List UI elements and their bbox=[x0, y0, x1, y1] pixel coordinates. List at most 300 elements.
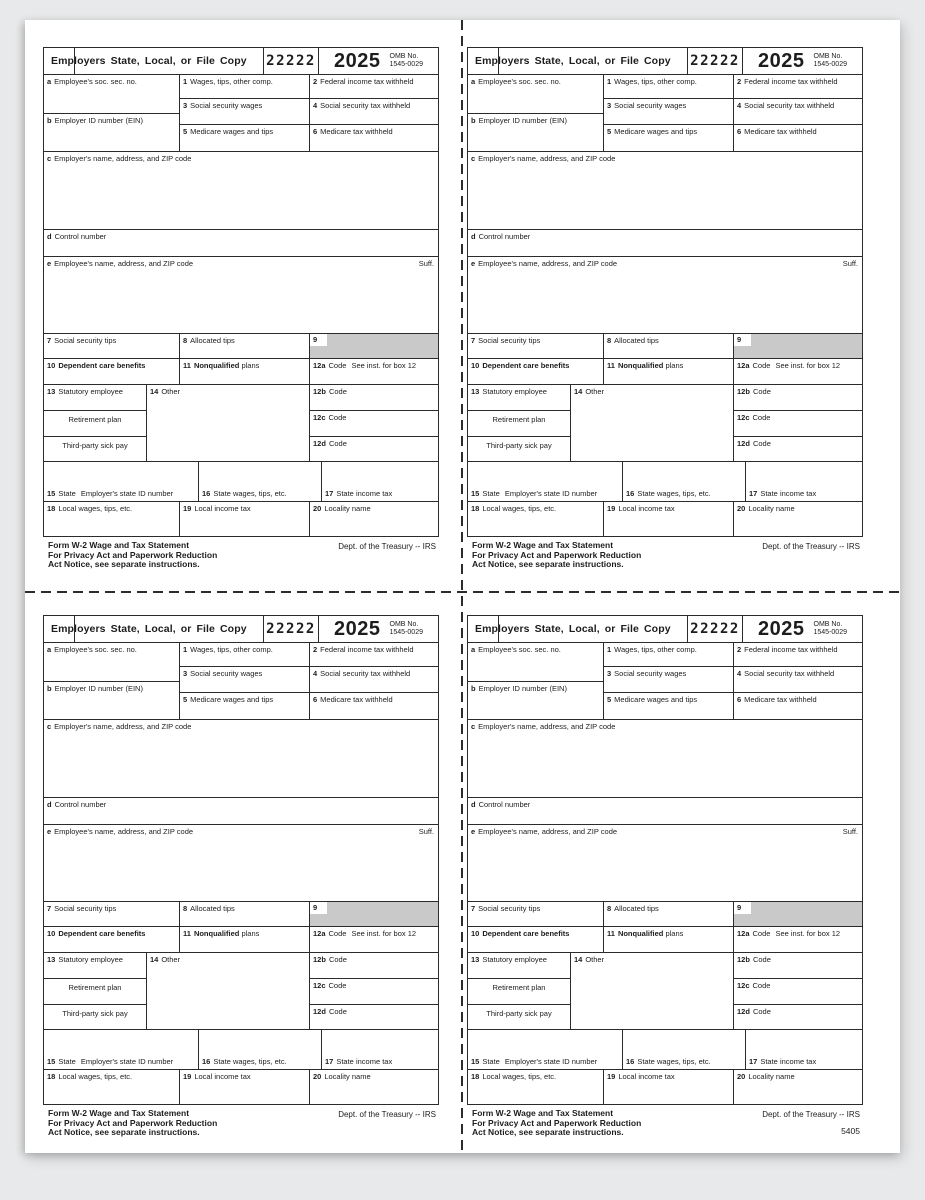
box-8-allocated-tips bbox=[603, 901, 733, 926]
box-11-nonqualified-plans bbox=[179, 358, 309, 384]
box-20-locality-name bbox=[733, 1069, 862, 1104]
box-6-label: Medicare tax withheld bbox=[744, 695, 817, 704]
box-1-num: 1 bbox=[183, 77, 188, 86]
footer-line3: Act Notice, see separate instructions. bbox=[48, 559, 200, 569]
footer-line1: Form W-2 Wage and Tax Statement bbox=[48, 1108, 190, 1118]
box-2-label: Federal income tax withheld bbox=[744, 645, 838, 654]
box-7-num: 7 bbox=[47, 336, 52, 345]
box-13-statutory-label: Statutory employee bbox=[58, 387, 123, 396]
form-footer bbox=[43, 1109, 439, 1155]
box-13-retirement-plan bbox=[468, 978, 570, 1004]
box-15-state-id bbox=[468, 1029, 622, 1069]
box-10-label: Dependent care benefits bbox=[58, 361, 146, 370]
box-12d-label: Code bbox=[752, 439, 771, 448]
box-8-label: Allocated tips bbox=[614, 904, 659, 913]
box-12d-num: 12d bbox=[737, 1007, 750, 1016]
tax-year: 2025 bbox=[334, 49, 381, 72]
box-c-num: c bbox=[471, 154, 476, 163]
box-a-employee-ssn bbox=[44, 642, 179, 681]
box-a-label: Employee's soc. sec. no. bbox=[54, 77, 137, 86]
box-9-shaded bbox=[309, 901, 438, 926]
box-13-statutory-employee bbox=[468, 952, 570, 978]
box-3-ss-wages bbox=[603, 666, 733, 692]
w2-form-grid bbox=[467, 47, 863, 537]
box-12c-label: Code bbox=[752, 981, 771, 990]
box-16-state-wages bbox=[622, 461, 745, 501]
box-c-num: c bbox=[47, 154, 52, 163]
void-control-code bbox=[687, 48, 742, 74]
box-4-ss-tax bbox=[733, 666, 862, 692]
box-a-num: a bbox=[471, 77, 476, 86]
box-1-num: 1 bbox=[183, 645, 188, 654]
box-11-label-rest: plans bbox=[241, 929, 260, 938]
w2-form-grid bbox=[467, 615, 863, 1105]
void-control-code-text: 22222 bbox=[690, 52, 740, 69]
box-15-id-label: Employer's state ID number bbox=[80, 1057, 174, 1066]
footer-treasury-label: Dept. of the Treasury -- IRS bbox=[762, 541, 860, 551]
w2-form-grid bbox=[43, 47, 439, 537]
box-e-label: Employee's name, address, and ZIP code bbox=[54, 259, 194, 268]
box-16-state-wages bbox=[198, 461, 321, 501]
box-14-num: 14 bbox=[150, 955, 159, 964]
footer-line3: Act Notice, see separate instructions. bbox=[48, 1127, 200, 1137]
box-17-state-income-tax bbox=[321, 461, 438, 501]
box-7-ss-tips bbox=[44, 901, 179, 926]
box-1-wages bbox=[179, 642, 309, 666]
box-b-label: Employer ID number (EIN) bbox=[478, 116, 567, 125]
footer-line2: For Privacy Act and Paperwork Reduction bbox=[472, 549, 642, 560]
box-7-label: Social security tips bbox=[478, 904, 541, 913]
box-20-label: Locality name bbox=[324, 1072, 371, 1081]
paper-sheet bbox=[25, 20, 900, 1153]
box-12c-label: Code bbox=[328, 981, 347, 990]
box-16-num: 16 bbox=[626, 489, 635, 498]
box-13-statutory-employee bbox=[44, 952, 146, 978]
box-15-num: 15 bbox=[471, 489, 480, 498]
form-title bbox=[468, 616, 687, 642]
box-4-num: 4 bbox=[737, 101, 742, 110]
box-11-label-bold: Nonqualified bbox=[193, 929, 240, 938]
box-8-num: 8 bbox=[183, 336, 188, 345]
box-8-num: 8 bbox=[607, 336, 612, 345]
box-17-label: State income tax bbox=[336, 1057, 393, 1066]
box-d-num: d bbox=[47, 800, 52, 809]
box-11-label-rest: plans bbox=[665, 361, 684, 370]
box-17-label: State income tax bbox=[760, 489, 817, 498]
box-1-wages bbox=[603, 74, 733, 98]
box-1-num: 1 bbox=[607, 77, 612, 86]
box-19-label: Local income tax bbox=[194, 1072, 251, 1081]
tax-year: 2025 bbox=[758, 49, 805, 72]
box-4-label: Social security tax withheld bbox=[744, 101, 835, 110]
box-12b-num: 12b bbox=[313, 955, 326, 964]
box-13-sick-pay-label: Third-party sick pay bbox=[486, 441, 552, 450]
box-c-num: c bbox=[471, 722, 476, 731]
box-12a-note: See inst. for box 12 bbox=[351, 929, 417, 938]
box-11-num: 11 bbox=[183, 361, 191, 370]
box-16-label: State wages, tips, etc. bbox=[213, 489, 287, 498]
box-13-statutory-employee bbox=[44, 384, 146, 410]
void-control-code bbox=[263, 616, 318, 642]
box-6-medicare-tax bbox=[309, 124, 438, 151]
w2-form-copy bbox=[43, 615, 439, 1155]
void-control-code bbox=[687, 616, 742, 642]
box-19-label: Local income tax bbox=[618, 1072, 675, 1081]
box-b-label: Employer ID number (EIN) bbox=[54, 116, 143, 125]
box-3-label: Social security wages bbox=[614, 101, 687, 110]
footer-line1: Form W-2 Wage and Tax Statement bbox=[472, 540, 614, 550]
box-12b-label: Code bbox=[752, 387, 771, 396]
form-footer bbox=[467, 1109, 863, 1155]
box-12b-label: Code bbox=[328, 387, 347, 396]
box-20-num: 20 bbox=[737, 1072, 746, 1081]
box-9-shaded bbox=[733, 333, 862, 358]
box-6-num: 6 bbox=[737, 695, 742, 704]
box-16-label: State wages, tips, etc. bbox=[637, 489, 711, 498]
box-12a-label: Code bbox=[328, 929, 347, 938]
box-14-label: Other bbox=[585, 387, 605, 396]
box-3-num: 3 bbox=[183, 669, 188, 678]
box-15-state-label: State bbox=[482, 1057, 500, 1066]
box-19-local-income-tax bbox=[603, 501, 733, 536]
box-6-medicare-tax bbox=[733, 124, 862, 151]
omb-line2: 1545-0029 bbox=[389, 629, 423, 636]
box-12a-num: 12a bbox=[313, 361, 326, 370]
box-18-num: 18 bbox=[47, 504, 56, 513]
box-d-label: Control number bbox=[54, 232, 107, 241]
box-6-num: 6 bbox=[737, 127, 742, 136]
box-b-employer-ein bbox=[44, 681, 179, 719]
box-e-num: e bbox=[471, 259, 476, 268]
box-12b-num: 12b bbox=[737, 387, 750, 396]
form-title bbox=[44, 616, 263, 642]
box-13-retirement-plan bbox=[44, 978, 146, 1004]
box-9-shaded bbox=[309, 333, 438, 358]
box-5-num: 5 bbox=[183, 695, 188, 704]
box-4-label: Social security tax withheld bbox=[320, 101, 411, 110]
box-12b-num: 12b bbox=[313, 387, 326, 396]
footer-form-id bbox=[472, 1109, 641, 1138]
box-e-num: e bbox=[47, 827, 52, 836]
box-12d-code bbox=[309, 1004, 438, 1029]
box-12b-code bbox=[309, 952, 438, 978]
box-b-num: b bbox=[471, 116, 476, 125]
box-12a-num: 12a bbox=[313, 929, 326, 938]
w2-form-grid bbox=[43, 615, 439, 1105]
box-20-num: 20 bbox=[313, 1072, 322, 1081]
box-12a-num: 12a bbox=[737, 929, 750, 938]
box-1-label: Wages, tips, other comp. bbox=[190, 77, 273, 86]
box-4-num: 4 bbox=[313, 101, 318, 110]
box-5-medicare-wages bbox=[603, 692, 733, 719]
box-14-other bbox=[570, 384, 733, 461]
box-18-label: Local wages, tips, etc. bbox=[58, 1072, 133, 1081]
box-2-label: Federal income tax withheld bbox=[744, 77, 838, 86]
tax-year-cell bbox=[742, 616, 862, 642]
box-d-control-number bbox=[44, 229, 438, 256]
box-13-third-party-sick-pay bbox=[468, 436, 570, 461]
box-3-num: 3 bbox=[607, 669, 612, 678]
box-10-label: Dependent care benefits bbox=[482, 929, 570, 938]
box-1-wages bbox=[603, 642, 733, 666]
box-17-state-income-tax bbox=[745, 1029, 862, 1069]
box-12b-label: Code bbox=[328, 955, 347, 964]
box-20-label: Locality name bbox=[748, 504, 795, 513]
box-4-ss-tax bbox=[309, 98, 438, 124]
tax-year-cell bbox=[742, 48, 862, 74]
omb-line1: OMB No. bbox=[389, 52, 419, 60]
box-10-label: Dependent care benefits bbox=[482, 361, 570, 370]
box-7-num: 7 bbox=[47, 904, 52, 913]
box-12a-note: See inst. for box 12 bbox=[351, 361, 417, 370]
box-15-num: 15 bbox=[47, 1057, 56, 1066]
box-c-employer-name-address bbox=[468, 719, 862, 797]
box-8-allocated-tips bbox=[179, 901, 309, 926]
box-4-label: Social security tax withheld bbox=[320, 669, 411, 678]
box-20-locality-name bbox=[309, 501, 438, 536]
box-18-local-wages bbox=[44, 501, 179, 536]
box-12b-code bbox=[733, 952, 862, 978]
box-9-num: 9 bbox=[734, 902, 751, 914]
footer-treasury-label: Dept. of the Treasury -- IRS bbox=[762, 1109, 860, 1119]
void-control-code-text: 22222 bbox=[266, 52, 316, 69]
footer-line2: For Privacy Act and Paperwork Reduction bbox=[472, 1117, 642, 1128]
box-17-state-income-tax bbox=[321, 1029, 438, 1069]
box-17-num: 17 bbox=[325, 1057, 334, 1066]
form-stock-number: 5405 bbox=[841, 1126, 860, 1136]
box-6-label: Medicare tax withheld bbox=[320, 127, 393, 136]
box-15-state-id bbox=[44, 1029, 198, 1069]
box-b-employer-ein bbox=[468, 113, 603, 151]
box-5-label: Medicare wages and tips bbox=[190, 695, 274, 704]
box-16-label: State wages, tips, etc. bbox=[213, 1057, 287, 1066]
box-d-num: d bbox=[47, 232, 52, 241]
box-20-num: 20 bbox=[737, 504, 746, 513]
box-19-label: Local income tax bbox=[194, 504, 251, 513]
box-13-num: 13 bbox=[47, 387, 56, 396]
box-7-label: Social security tips bbox=[54, 336, 117, 345]
box-e-label: Employee's name, address, and ZIP code bbox=[54, 827, 194, 836]
box-4-ss-tax bbox=[309, 666, 438, 692]
box-12c-code bbox=[733, 410, 862, 436]
box-11-label-bold: Nonqualified bbox=[617, 929, 664, 938]
box-17-num: 17 bbox=[749, 1057, 758, 1066]
box-12c-code bbox=[309, 978, 438, 1004]
box-20-locality-name bbox=[309, 1069, 438, 1104]
box-12c-label: Code bbox=[752, 413, 771, 422]
box-12c-num: 12c bbox=[737, 981, 750, 990]
box-7-ss-tips bbox=[44, 333, 179, 358]
box-4-label: Social security tax withheld bbox=[744, 669, 835, 678]
box-2-num: 2 bbox=[737, 77, 742, 86]
box-18-local-wages bbox=[468, 501, 603, 536]
box-12d-label: Code bbox=[752, 1007, 771, 1016]
box-12c-num: 12c bbox=[313, 413, 326, 422]
box-c-employer-name-address bbox=[44, 151, 438, 229]
box-14-other bbox=[146, 952, 309, 1029]
box-13-statutory-employee bbox=[468, 384, 570, 410]
box-5-label: Medicare wages and tips bbox=[614, 695, 698, 704]
box-11-nonqualified-plans bbox=[603, 358, 733, 384]
box-12c-num: 12c bbox=[737, 413, 750, 422]
footer-form-id bbox=[472, 541, 641, 570]
box-14-other bbox=[570, 952, 733, 1029]
box-c-num: c bbox=[47, 722, 52, 731]
omb-number bbox=[814, 621, 847, 638]
box-10-num: 10 bbox=[47, 929, 56, 938]
box-11-nonqualified-plans bbox=[179, 926, 309, 952]
omb-line2: 1545-0029 bbox=[813, 61, 847, 68]
box-e-employee-name-address bbox=[44, 824, 438, 901]
box-12d-num: 12d bbox=[737, 439, 750, 448]
box-19-local-income-tax bbox=[603, 1069, 733, 1104]
box-12c-label: Code bbox=[328, 413, 347, 422]
box-13-retirement-label: Retirement plan bbox=[68, 983, 122, 992]
void-control-code-text: 22222 bbox=[266, 620, 316, 637]
box-13-sick-pay-label: Third-party sick pay bbox=[486, 1009, 552, 1018]
box-13-retirement-label: Retirement plan bbox=[492, 983, 546, 992]
box-15-state-divider bbox=[74, 48, 75, 75]
box-10-num: 10 bbox=[471, 929, 480, 938]
box-e-num: e bbox=[471, 827, 476, 836]
box-2-federal-tax bbox=[309, 642, 438, 666]
box-15-state-divider bbox=[74, 616, 75, 643]
box-5-num: 5 bbox=[607, 695, 612, 704]
box-8-label: Allocated tips bbox=[614, 336, 659, 345]
box-a-num: a bbox=[47, 645, 52, 654]
w2-form-copy bbox=[467, 615, 863, 1155]
box-17-label: State income tax bbox=[760, 1057, 817, 1066]
box-5-label: Medicare wages and tips bbox=[190, 127, 274, 136]
box-17-state-income-tax bbox=[745, 461, 862, 501]
box-10-dependent-care bbox=[44, 358, 179, 384]
box-17-label: State income tax bbox=[336, 489, 393, 498]
box-13-retirement-plan bbox=[44, 410, 146, 436]
box-e-num: e bbox=[47, 259, 52, 268]
box-13-sick-pay-label: Third-party sick pay bbox=[62, 1009, 128, 1018]
footer-treasury-label: Dept. of the Treasury -- IRS bbox=[338, 1109, 436, 1119]
form-title-text: Employers State, Local, or File Copy bbox=[475, 54, 671, 67]
box-e-suffix-label: Suff. bbox=[418, 827, 434, 836]
box-12b-code bbox=[309, 384, 438, 410]
box-16-num: 16 bbox=[202, 1057, 211, 1066]
form-title bbox=[44, 48, 263, 74]
box-15-state-divider bbox=[498, 616, 499, 643]
box-e-suffix-label: Suff. bbox=[842, 827, 858, 836]
box-2-label: Federal income tax withheld bbox=[320, 77, 414, 86]
box-b-num: b bbox=[471, 684, 476, 693]
box-a-employee-ssn bbox=[468, 642, 603, 681]
box-7-label: Social security tips bbox=[478, 336, 541, 345]
box-a-employee-ssn bbox=[468, 74, 603, 113]
box-11-num: 11 bbox=[183, 929, 191, 938]
box-19-label: Local income tax bbox=[618, 504, 675, 513]
box-19-num: 19 bbox=[183, 504, 192, 513]
box-14-num: 14 bbox=[150, 387, 159, 396]
box-19-num: 19 bbox=[607, 1072, 616, 1081]
omb-line1: OMB No. bbox=[813, 620, 843, 628]
box-13-num: 13 bbox=[471, 387, 480, 396]
horizontal-perforation-line bbox=[25, 591, 900, 593]
tax-year: 2025 bbox=[758, 617, 805, 640]
box-18-num: 18 bbox=[471, 504, 480, 513]
box-13-statutory-label: Statutory employee bbox=[58, 955, 123, 964]
box-e-label: Employee's name, address, and ZIP code bbox=[478, 827, 618, 836]
box-16-state-wages bbox=[198, 1029, 321, 1069]
box-d-label: Control number bbox=[54, 800, 107, 809]
box-10-dependent-care bbox=[468, 926, 603, 952]
box-15-state-label: State bbox=[58, 1057, 76, 1066]
box-19-local-income-tax bbox=[179, 1069, 309, 1104]
box-15-state-label: State bbox=[58, 489, 76, 498]
box-13-retirement-label: Retirement plan bbox=[492, 415, 546, 424]
box-13-statutory-label: Statutory employee bbox=[482, 387, 547, 396]
box-12c-code bbox=[733, 978, 862, 1004]
box-20-label: Locality name bbox=[748, 1072, 795, 1081]
box-a-label: Employee's soc. sec. no. bbox=[478, 645, 561, 654]
box-12a-note: See inst. for box 12 bbox=[775, 929, 841, 938]
box-13-num: 13 bbox=[471, 955, 480, 964]
box-1-label: Wages, tips, other comp. bbox=[190, 645, 273, 654]
box-13-sick-pay-label: Third-party sick pay bbox=[62, 441, 128, 450]
box-11-num: 11 bbox=[607, 929, 615, 938]
box-5-num: 5 bbox=[183, 127, 188, 136]
box-3-num: 3 bbox=[607, 101, 612, 110]
box-8-num: 8 bbox=[183, 904, 188, 913]
footer-line3: Act Notice, see separate instructions. bbox=[472, 559, 624, 569]
box-b-num: b bbox=[47, 116, 52, 125]
box-3-ss-wages bbox=[179, 666, 309, 692]
box-11-label-rest: plans bbox=[665, 929, 684, 938]
box-5-label: Medicare wages and tips bbox=[614, 127, 698, 136]
box-12a-label: Code bbox=[752, 361, 771, 370]
box-10-label: Dependent care benefits bbox=[58, 929, 146, 938]
box-b-label: Employer ID number (EIN) bbox=[478, 684, 567, 693]
box-14-num: 14 bbox=[574, 955, 583, 964]
omb-line1: OMB No. bbox=[389, 620, 419, 628]
box-6-num: 6 bbox=[313, 127, 318, 136]
tax-year-cell bbox=[318, 48, 438, 74]
box-b-label: Employer ID number (EIN) bbox=[54, 684, 143, 693]
footer-line1: Form W-2 Wage and Tax Statement bbox=[472, 1108, 614, 1118]
box-7-ss-tips bbox=[468, 333, 603, 358]
box-16-num: 16 bbox=[626, 1057, 635, 1066]
box-e-suffix-label: Suff. bbox=[842, 259, 858, 268]
box-14-other bbox=[146, 384, 309, 461]
box-a-num: a bbox=[471, 645, 476, 654]
box-1-label: Wages, tips, other comp. bbox=[614, 645, 697, 654]
box-1-wages bbox=[179, 74, 309, 98]
box-8-allocated-tips bbox=[179, 333, 309, 358]
box-15-id-label: Employer's state ID number bbox=[504, 1057, 598, 1066]
box-12b-num: 12b bbox=[737, 955, 750, 964]
omb-number bbox=[390, 621, 423, 638]
box-9-num: 9 bbox=[310, 902, 327, 914]
w2-form-copy bbox=[43, 47, 439, 587]
box-3-label: Social security wages bbox=[614, 669, 687, 678]
box-12a-code bbox=[733, 358, 862, 384]
box-17-num: 17 bbox=[749, 489, 758, 498]
footer-treasury-label: Dept. of the Treasury -- IRS bbox=[338, 541, 436, 551]
box-7-ss-tips bbox=[468, 901, 603, 926]
box-6-label: Medicare tax withheld bbox=[320, 695, 393, 704]
box-10-num: 10 bbox=[471, 361, 480, 370]
box-3-num: 3 bbox=[183, 101, 188, 110]
form-title bbox=[468, 48, 687, 74]
box-e-employee-name-address bbox=[44, 256, 438, 333]
footer-form-id bbox=[48, 1109, 217, 1138]
box-e-suffix-label: Suff. bbox=[418, 259, 434, 268]
